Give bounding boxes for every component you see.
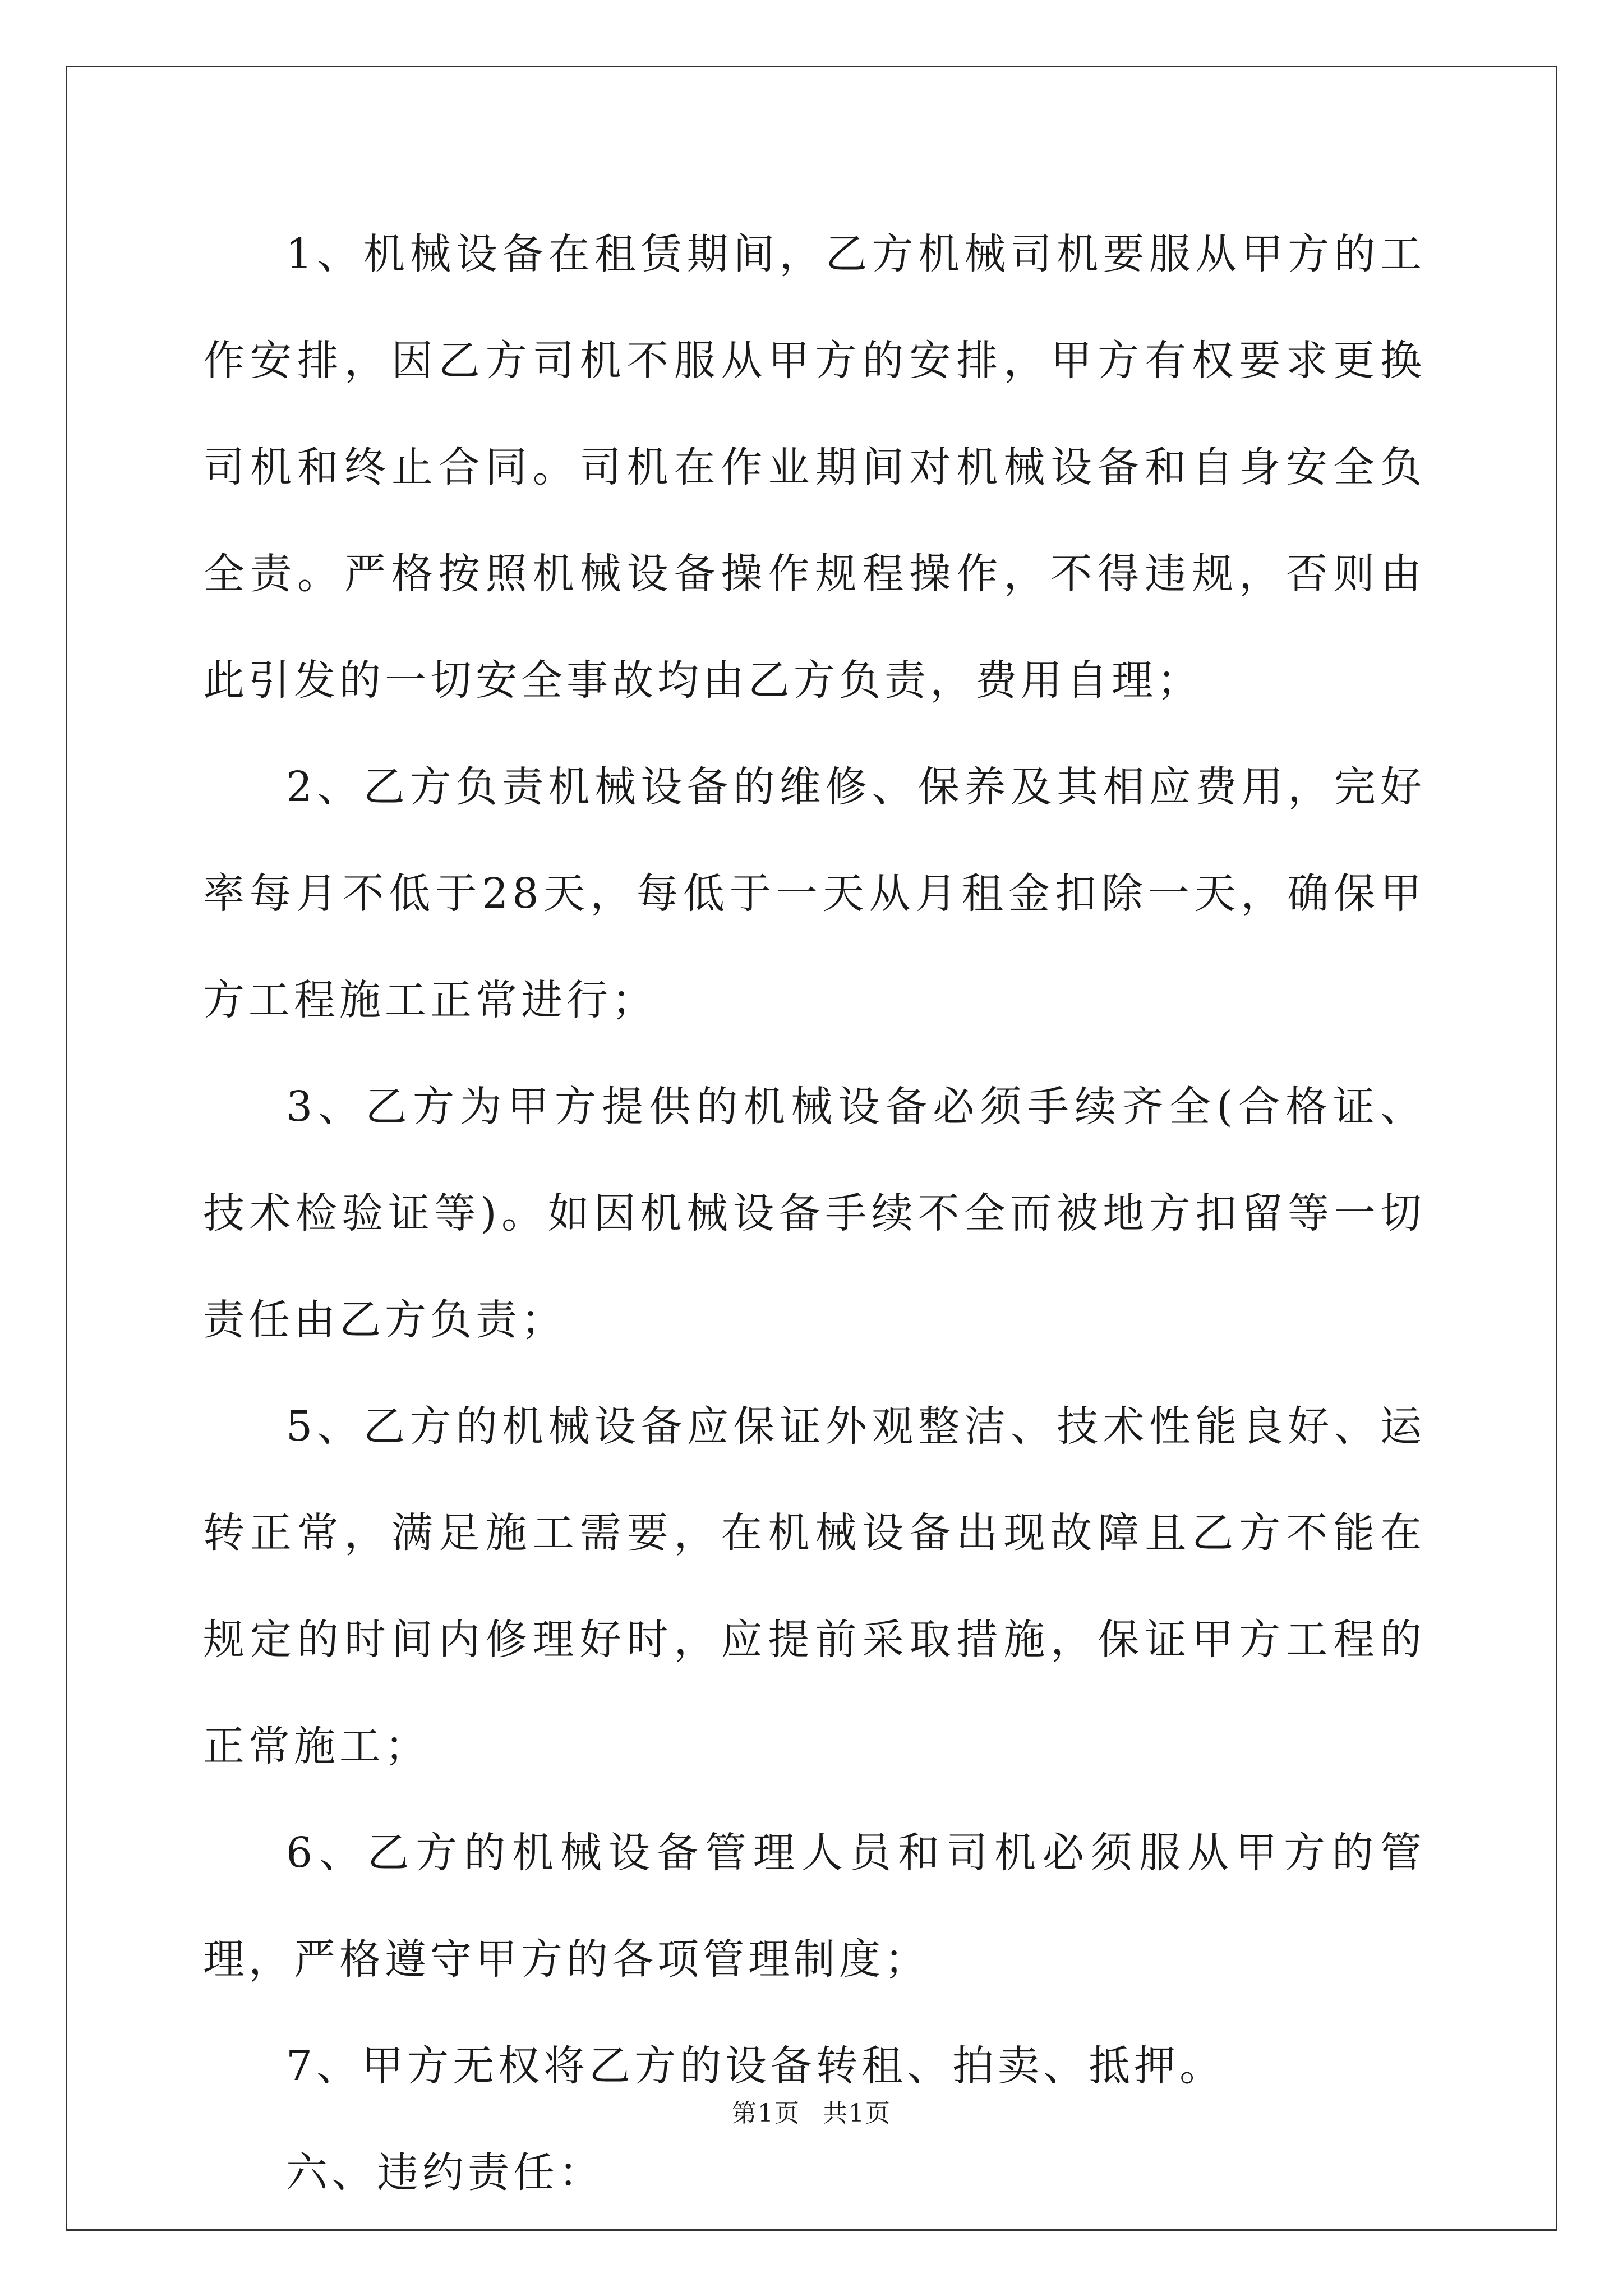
paragraph-clause-7: 7、甲方无权将乙方的设备转租、拍卖、抵押。 (286, 2042, 1225, 2090)
paragraph-clause-6: 6、乙方的机械设备管理人员和司机必须服从甲方的管理，严格遵守甲方的各项管理制度； (203, 1829, 1426, 1984)
paragraph-clause-5: 5、乙方的机械设备应保证外观整洁、技术性能良好、运转正常，满足施工需要，在机械设备出现故障且乙方不能在规定的时间内修理好时，应提前采取措施，保证甲方工程的正常施工； (203, 1402, 1426, 1770)
page-number: 第1页 (732, 2099, 800, 2128)
document-body (203, 201, 1426, 2226)
paragraph-clause-3: 3、乙方为甲方提供的机械设备必须手续齐全(合格证、技术检验证等)。如因机械设备手续不全而被地方扣留等一切责任由乙方负责； (203, 1083, 1426, 1344)
paragraph-clause-2: 2、乙方负责机械设备的维修、保养及其相应费用，完好率每月不低于28天，每低于一天从月租金扣除一天，确保甲方工程施工正常进行； (203, 763, 1426, 1024)
paragraph-clause-1: 1、机械设备在租赁期间，乙方机械司机要服从甲方的工作安排，因乙方司机不服从甲方的安排，甲方有权要求更换司机和终止合同。司机在作业期间对机械设备和自身安全负全责。严格按照机械设备操作规程操作，不得违规，否则由此引发的一切安全事故均由乙方负责，费用自理； (203, 230, 1426, 705)
page-footer (0, 2097, 1623, 2131)
page-total: 共1页 (823, 2099, 891, 2128)
section-heading-breach-liability: 六、违约责任： (286, 2148, 604, 2197)
